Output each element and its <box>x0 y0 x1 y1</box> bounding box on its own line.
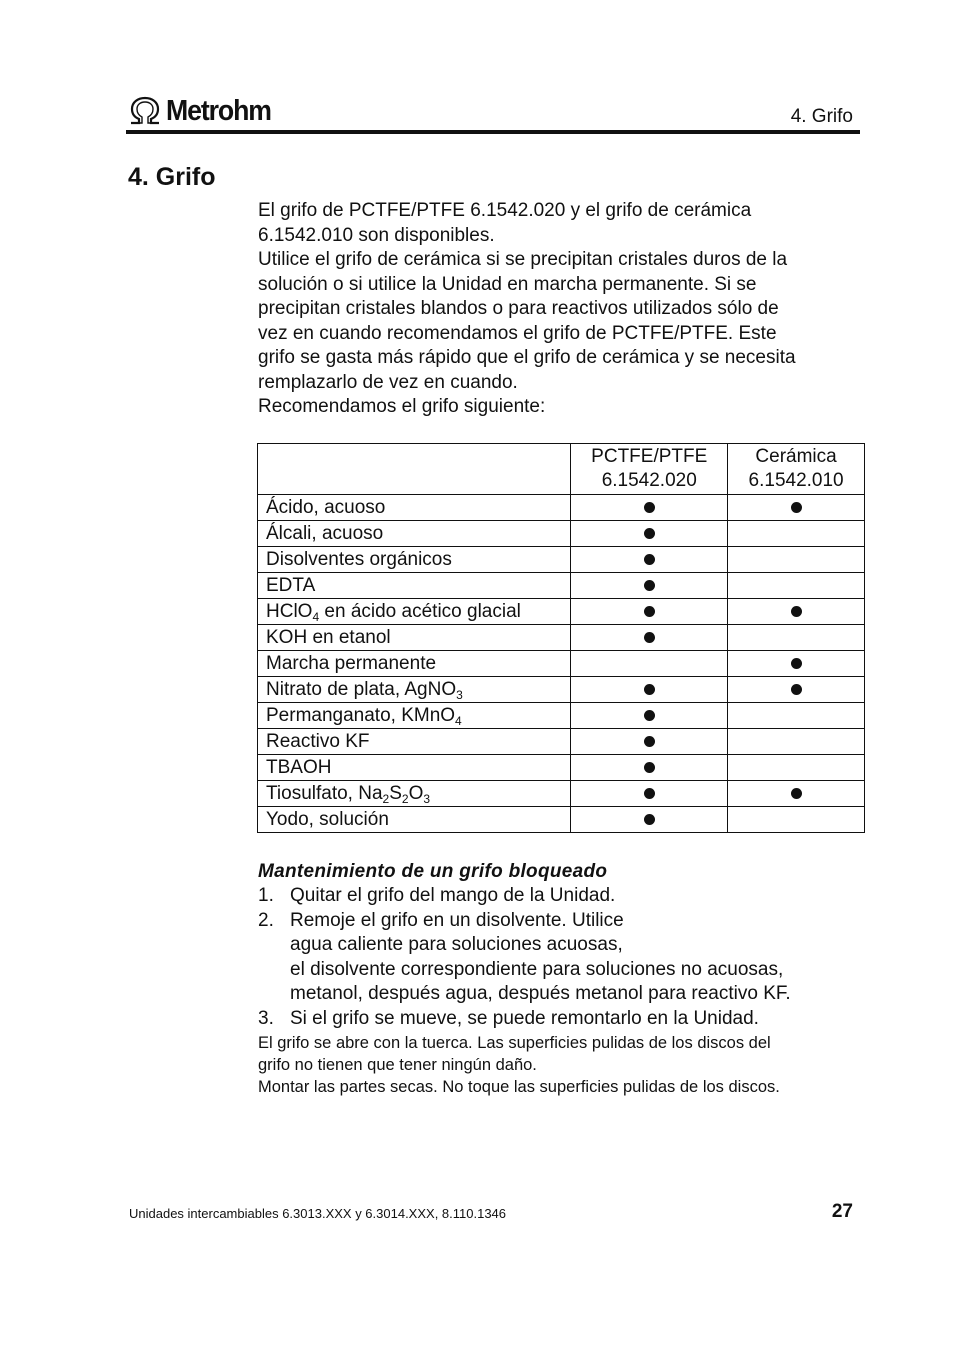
reagent-name <box>258 807 571 833</box>
cell-ceramic <box>728 651 865 677</box>
header-section-label: 4. Grifo <box>790 106 853 127</box>
cell-pctfe <box>571 703 728 729</box>
table-row <box>258 781 865 807</box>
cell-ceramic <box>728 625 865 651</box>
note-line: El grifo se abre con la tuerca. Las superficies pulidas de los discos del <box>258 1034 771 1052</box>
cell-pctfe <box>571 677 728 703</box>
reagent-text: S <box>389 783 402 804</box>
formula-subscript: 2 <box>382 792 390 806</box>
formula-subscript: 2 <box>401 792 409 806</box>
step-number: 1. <box>258 885 274 906</box>
brand-name: Metrohm <box>166 95 271 127</box>
reagent-name <box>258 573 571 599</box>
intro-line: solución o si utilice la Unidad en marcha permanente. Si se <box>258 273 757 295</box>
reagent-name <box>258 625 571 651</box>
cell-pctfe <box>571 807 728 833</box>
reagent-name <box>258 495 571 521</box>
formula-subscript: 3 <box>423 792 431 806</box>
cell-ceramic <box>728 677 865 703</box>
page-title: 4. Grifo <box>128 163 216 191</box>
cell-pctfe <box>571 729 728 755</box>
header-rule <box>126 130 860 134</box>
intro-line: remplazarlo de vez en cuando. <box>258 371 518 393</box>
recommended-dot-icon <box>644 528 655 539</box>
table-row <box>258 651 865 677</box>
reagent-text: Tiosulfato, Na <box>266 783 383 804</box>
column-part-number: 6.1542.010 <box>748 470 844 491</box>
reagent-text: en ácido acético glacial <box>319 601 521 622</box>
note-line: grifo no tienen que tener ningún daño. <box>258 1056 537 1074</box>
maintenance-heading: Mantenimiento de un grifo bloqueado <box>258 861 608 882</box>
cell-ceramic <box>728 599 865 625</box>
table-row <box>258 729 865 755</box>
recommended-dot-icon <box>791 606 802 617</box>
reagent-text: Álcali, acuoso <box>266 523 384 544</box>
table-body <box>258 495 865 833</box>
reagent-name <box>258 781 571 807</box>
table-row <box>258 625 865 651</box>
formula-subscript: 4 <box>455 714 462 728</box>
recommended-dot-icon <box>644 632 655 643</box>
note-line: Montar las partes secas. No toque las superficies pulidas de los discos. <box>258 1078 780 1096</box>
cell-ceramic <box>728 495 865 521</box>
column-part-number: 6.1542.020 <box>601 470 697 491</box>
table-row <box>258 573 865 599</box>
cell-pctfe <box>571 573 728 599</box>
table-row <box>258 755 865 781</box>
cell-ceramic <box>728 781 865 807</box>
step-text <box>290 909 878 1007</box>
recommended-dot-icon <box>644 606 655 617</box>
list-item <box>258 909 878 1007</box>
table-row <box>258 547 865 573</box>
table-row <box>258 495 865 521</box>
reagent-text: TBAOH <box>266 757 332 778</box>
step-line: Quitar el grifo del mango de la Unidad. <box>290 885 616 906</box>
table-row <box>258 807 865 833</box>
cell-pctfe <box>571 521 728 547</box>
column-title: Cerámica <box>755 446 837 467</box>
table-row <box>258 677 865 703</box>
recommended-dot-icon <box>791 502 802 513</box>
footer-text: Unidades intercambiables 6.3013.XXX y 6.3014.XXX, 8.110.1346 <box>129 1206 507 1221</box>
recommended-dot-icon <box>644 502 655 513</box>
step-line: Remoje el grifo en un disolvente. Utilice <box>290 909 624 931</box>
column-title: PCTFE/PTFE <box>591 446 708 467</box>
step-line: agua caliente para soluciones acuosas, <box>290 934 623 955</box>
recommended-dot-icon <box>791 788 802 799</box>
metrohm-omega-icon <box>128 96 162 126</box>
page-number: 27 <box>831 1201 853 1222</box>
recommended-dot-icon <box>644 814 655 825</box>
step-line: metanol, después agua, después metanol para reactivo KF. <box>290 983 791 1004</box>
recommended-dot-icon <box>644 554 655 565</box>
recommended-dot-icon <box>644 788 655 799</box>
cell-ceramic <box>728 807 865 833</box>
cell-pctfe <box>571 495 728 521</box>
cell-pctfe <box>571 625 728 651</box>
cell-pctfe <box>571 755 728 781</box>
maintenance-steps <box>258 884 878 1031</box>
table-row <box>258 703 865 729</box>
cell-pctfe <box>571 547 728 573</box>
intro-line: 6.1542.010 son disponibles. <box>258 224 495 246</box>
step-text <box>290 884 878 909</box>
reagent-name <box>258 651 571 677</box>
reagent-name <box>258 703 571 729</box>
recommended-dot-icon <box>644 762 655 773</box>
cell-ceramic <box>728 703 865 729</box>
reagent-text: O <box>408 783 424 804</box>
brand-logo <box>128 94 280 128</box>
table-header-ceramic <box>728 444 865 495</box>
reagent-name <box>258 755 571 781</box>
cell-ceramic <box>728 755 865 781</box>
reagent-name <box>258 547 571 573</box>
intro-line: Utilice el grifo de cerámica si se precipitan cristales duros de la <box>258 249 788 270</box>
step-text <box>290 1007 878 1032</box>
reagent-text: Marcha permanente <box>266 653 437 674</box>
list-item <box>258 884 878 909</box>
list-item <box>258 1007 878 1032</box>
table-header-empty <box>258 444 571 495</box>
intro-line: grifo se gasta más rápido que el grifo de cerámica y se necesita <box>258 347 796 368</box>
recommended-dot-icon <box>791 684 802 695</box>
compatibility-table <box>257 443 865 833</box>
reagent-text: Reactivo KF <box>266 731 370 752</box>
table-row <box>258 521 865 547</box>
intro-paragraph <box>258 199 858 420</box>
recommended-dot-icon <box>644 710 655 721</box>
intro-line: precipitan cristales blandos o para reactivos utilizados sólo de <box>258 298 779 319</box>
intro-line: El grifo de PCTFE/PTFE 6.1542.020 y el grifo de cerámica <box>258 200 752 221</box>
intro-line: Recomendamos el grifo siguiente: <box>258 396 546 417</box>
cell-ceramic <box>728 521 865 547</box>
recommended-dot-icon <box>791 658 802 669</box>
reagent-text: Permanganato, KMnO <box>266 705 456 726</box>
reagent-text: EDTA <box>266 575 316 596</box>
step-number: 2. <box>258 909 274 931</box>
reagent-text: Nitrato de plata, AgNO <box>266 679 457 700</box>
reagent-text: Disolventes orgánicos <box>266 549 452 570</box>
reagent-name <box>258 729 571 755</box>
reagent-text: Yodo, solución <box>266 809 389 830</box>
reagent-name <box>258 599 571 625</box>
cell-pctfe <box>571 781 728 807</box>
step-line: Si el grifo se mueve, se puede remontarlo en la Unidad. <box>290 1007 759 1029</box>
reagent-text: HClO <box>266 601 313 622</box>
cell-pctfe <box>571 651 728 677</box>
cell-pctfe <box>571 599 728 625</box>
recommended-dot-icon <box>644 736 655 747</box>
table-row <box>258 599 865 625</box>
reagent-name <box>258 677 571 703</box>
formula-subscript: 3 <box>456 688 463 702</box>
table-header-row <box>258 444 865 495</box>
table-header-pctfe <box>571 444 728 495</box>
step-line: el disolvente correspondiente para soluciones no acuosas, <box>290 958 784 980</box>
cell-ceramic <box>728 573 865 599</box>
reagent-text: Ácido, acuoso <box>266 497 386 518</box>
cell-ceramic <box>728 729 865 755</box>
cell-ceramic <box>728 547 865 573</box>
step-number: 3. <box>258 1007 274 1029</box>
intro-line: vez en cuando recomendamos el grifo de PCTFE/PTFE. Este <box>258 322 777 344</box>
recommended-dot-icon <box>644 580 655 591</box>
formula-subscript: 4 <box>312 610 320 624</box>
reagent-text: KOH en etanol <box>266 627 391 648</box>
maintenance-notes <box>258 1032 858 1098</box>
reagent-name <box>258 521 571 547</box>
recommended-dot-icon <box>644 684 655 695</box>
